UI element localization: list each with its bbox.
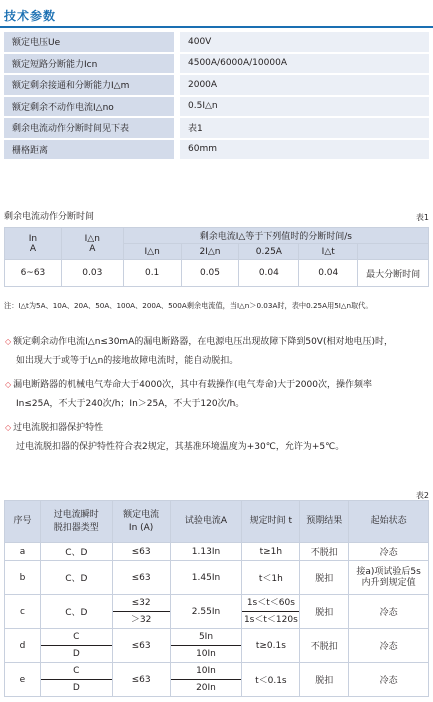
- header-in-unit: A: [29, 243, 37, 254]
- header-in: [5, 228, 62, 260]
- spec-value: 60mm: [177, 139, 429, 161]
- cell: [170, 629, 242, 663]
- cell: b: [5, 561, 41, 595]
- header-sub: I△n: [123, 244, 181, 260]
- spec-value: 2000A: [177, 74, 429, 96]
- cell-bottom: D: [72, 649, 80, 659]
- bullet-text: 过电流脱扣器保护特性: [13, 423, 104, 433]
- diamond-bullet-icon: ◇: [5, 337, 12, 346]
- cell: a: [5, 543, 41, 561]
- header-rated-l1: 额定电流: [123, 509, 160, 520]
- table-row: [5, 543, 429, 561]
- bullet-3: [5, 418, 431, 457]
- cell: e: [5, 663, 41, 697]
- header-idn-label: I△n: [84, 233, 100, 244]
- table-row: [5, 663, 429, 697]
- table-row: [5, 629, 429, 663]
- title-divider: [0, 26, 433, 28]
- header-in-label: In: [28, 233, 38, 244]
- cell: [170, 663, 242, 697]
- cell-bottom: 10In: [196, 649, 216, 659]
- spec-row: [4, 117, 429, 139]
- table1-note: 注：I△t为5A、10A、20A、50A、100A、200A、500A剩余电流值，当I△n＞0.03A时，表中0.25A用5I△n取代。: [4, 301, 373, 310]
- cell: [349, 561, 429, 595]
- spec-row: [4, 32, 429, 53]
- cell-line: 内升到规定值: [361, 577, 416, 588]
- cell: 冷态: [349, 595, 429, 629]
- cell-bottom: 20In: [196, 683, 216, 693]
- cell: 冷态: [349, 663, 429, 697]
- cell: 冷态: [349, 543, 429, 561]
- cell: 不脱扣: [300, 629, 349, 663]
- spec-row: [4, 96, 429, 118]
- cell: ≤63: [112, 663, 170, 697]
- cell-bottom: D: [72, 683, 80, 693]
- cell: 0.1: [123, 260, 181, 287]
- cell: t≥0.1s: [242, 629, 300, 663]
- cell: 0.04: [299, 260, 358, 287]
- cell: C、D: [40, 595, 112, 629]
- bullet-2: [5, 375, 431, 414]
- cell-top: 5In: [171, 629, 242, 646]
- cell: [242, 595, 300, 629]
- table-row: [5, 260, 429, 287]
- cell: 冷态: [349, 629, 429, 663]
- bullet-text: 如出现大于或等于I△n的接地故障电流时，能自动脱扣。: [16, 356, 239, 366]
- spec-label: 额定剩余不动作电流I△no: [4, 96, 177, 118]
- header-no: 序号: [5, 501, 41, 543]
- cell: C、D: [40, 561, 112, 595]
- header-rated: [112, 501, 170, 543]
- table1-caption: 剩余电流动作分断时间: [4, 212, 95, 222]
- specs-table: [4, 32, 429, 161]
- bullet-text: 额定剩余动作电流I△n≤30mA的漏电断路器，在电源电压出现故障下降到50V(相对地电压)时，: [13, 337, 393, 347]
- table1: [4, 227, 429, 287]
- cell-bottom: ＞32: [130, 615, 152, 625]
- cell-line: 接a)项试验后5s: [356, 566, 421, 577]
- header-sub: I△t: [299, 244, 358, 260]
- cell: ≤63: [112, 561, 170, 595]
- header-time: 规定时间 t: [242, 501, 300, 543]
- spec-row: [4, 74, 429, 96]
- header-sub: 2I△n: [181, 244, 239, 260]
- cell: 脱扣: [300, 561, 349, 595]
- table1-tag: 表1: [415, 213, 429, 222]
- cell: 脱扣: [300, 595, 349, 629]
- table2-tag: 表2: [415, 491, 429, 500]
- cell: c: [5, 595, 41, 629]
- cell-top: 1s＜t＜60s: [242, 595, 299, 612]
- bullet-1: [5, 332, 431, 371]
- spec-value: 4500A/6000A/10000A: [177, 53, 429, 75]
- header-result: 预期结果: [300, 501, 349, 543]
- cell: 不脱扣: [300, 543, 349, 561]
- cell-top: C: [41, 629, 112, 646]
- cell: 0.04: [239, 260, 299, 287]
- spec-label: 额定剩余接通和分断能力I△m: [4, 74, 177, 96]
- table2: [4, 500, 429, 697]
- header-rated-l2: In (A): [128, 522, 154, 533]
- cell: C、D: [40, 543, 112, 561]
- header-type: [40, 501, 112, 543]
- cell: 0.03: [61, 260, 123, 287]
- header-idn: [61, 228, 123, 260]
- cell: d: [5, 629, 41, 663]
- header-sub: 0.25A: [239, 244, 299, 260]
- cell-top: ≤32: [113, 595, 170, 612]
- cell: 6~63: [5, 260, 62, 287]
- cell: t≥1h: [242, 543, 300, 561]
- section-title: 技术参数: [4, 9, 57, 23]
- spec-value: 表1: [177, 117, 429, 139]
- bullet-text: 漏电断路器的机械电气寿命大于4000次，其中有载操作(电气寿命)大于2000次，操作频率: [13, 380, 372, 390]
- cell: [40, 629, 112, 663]
- spec-row: [4, 139, 429, 161]
- header-test: 试验电流A: [170, 501, 242, 543]
- cell-top: C: [41, 663, 112, 680]
- spec-label: 栅格距离: [4, 139, 177, 161]
- header-type-l1: 过电流瞬时: [53, 509, 99, 520]
- bullet-text: 过电流脱扣器的保护特性符合表2规定，其基准环境温度为+30℃，允许为+5℃。: [16, 442, 345, 452]
- cell: t＜0.1s: [242, 663, 300, 697]
- cell: [40, 663, 112, 697]
- cell: 1.13In: [170, 543, 242, 561]
- spec-label: 剩余电流动作分断时间见下表: [4, 117, 177, 139]
- cell: 最大分断时间: [358, 260, 429, 287]
- cell-top: 10In: [171, 663, 242, 680]
- spec-value: 400V: [177, 32, 429, 53]
- cell: 1.45In: [170, 561, 242, 595]
- header-idn-unit: A: [89, 243, 96, 254]
- cell: 脱扣: [300, 663, 349, 697]
- cell: ≤63: [112, 629, 170, 663]
- cell: 2.55In: [170, 595, 242, 629]
- spec-value: 0.5I△n: [177, 96, 429, 118]
- header-type-l2: 脱扣器类型: [53, 522, 99, 533]
- diamond-bullet-icon: ◇: [5, 380, 12, 389]
- bullet-text: In≤25A，不大于240次/h；In＞25A，不大于120次/h。: [16, 399, 245, 409]
- cell: 0.05: [181, 260, 239, 287]
- spec-label: 额定电压Ue: [4, 32, 177, 53]
- table-row: [5, 595, 429, 629]
- cell: ≤63: [112, 543, 170, 561]
- spec-row: [4, 53, 429, 75]
- header-start: 起始状态: [349, 501, 429, 543]
- cell: [112, 595, 170, 629]
- header-sub-empty: [358, 244, 429, 260]
- spec-label: 额定短路分断能力Icn: [4, 53, 177, 75]
- cell: t＜1h: [242, 561, 300, 595]
- diamond-bullet-icon: ◇: [5, 423, 12, 432]
- cell-bottom: 1s＜t＜120s: [243, 615, 298, 625]
- table-row: [5, 561, 429, 595]
- header-group: 剩余电流I△等于下列值时的分断时间/s: [123, 228, 428, 244]
